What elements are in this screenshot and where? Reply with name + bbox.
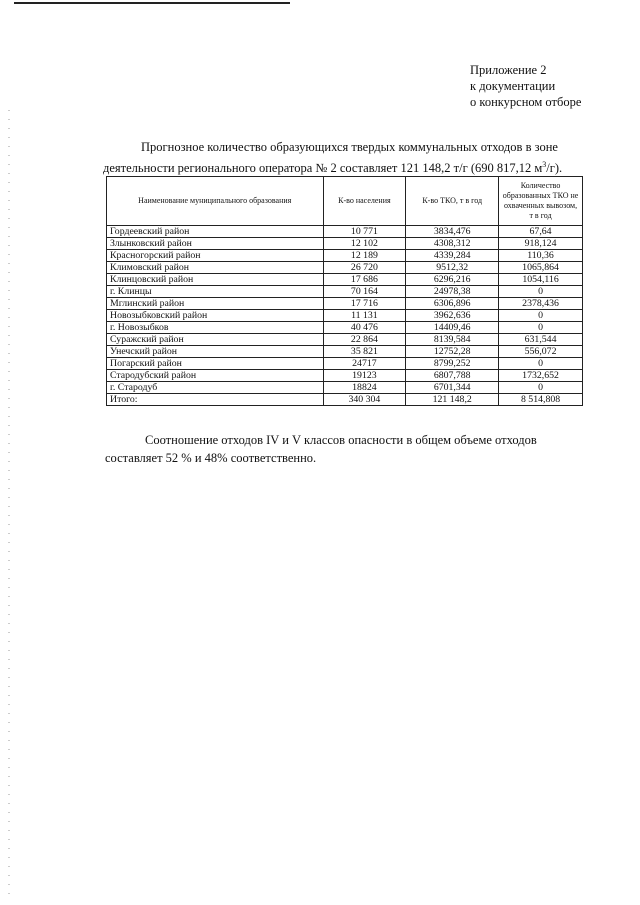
table-total-row (107, 394, 583, 406)
uncollected-cell: 110,36 (499, 250, 583, 262)
municipality-cell: Стародубский район (107, 370, 324, 382)
column-header: К-во ТКО, т в год (406, 177, 499, 226)
appendix-line: к документации (470, 79, 556, 93)
population-cell: 12 102 (323, 238, 406, 250)
table-row (107, 382, 583, 394)
tko-cell: 14409,46 (406, 322, 499, 334)
conclusion-line-1: Соотношение отходов IV и V классов опасности в общем объеме отходов (145, 433, 537, 447)
municipality-cell: Гордеевский район (107, 226, 324, 238)
top-rule (14, 2, 290, 4)
intro-paragraph (103, 138, 585, 177)
municipality-cell: Унечский район (107, 346, 324, 358)
population-cell: 24717 (323, 358, 406, 370)
uncollected-cell: 1065,864 (499, 262, 583, 274)
municipality-cell: г. Новозыбков (107, 322, 324, 334)
tko-cell: 3962,636 (406, 310, 499, 322)
municipality-cell: Климовский район (107, 262, 324, 274)
column-header: Наименование муниципального образования (107, 177, 324, 226)
uncollected-cell: 67,64 (499, 226, 583, 238)
table-row (107, 226, 583, 238)
population-cell: 35 821 (323, 346, 406, 358)
conclusion-paragraph (105, 431, 586, 467)
appendix-heading (470, 62, 581, 110)
tko-cell: 9512,32 (406, 262, 499, 274)
conclusion-line-2: составляет 52 % и 48% соответственно. (105, 451, 317, 465)
tko-cell: 4308,312 (406, 238, 499, 250)
table-row (107, 346, 583, 358)
table-header-row (107, 177, 583, 226)
population-cell: 12 189 (323, 250, 406, 262)
binding-marks (8, 110, 10, 900)
tko-cell: 6701,344 (406, 382, 499, 394)
table-row (107, 358, 583, 370)
tko-cell: 24978,38 (406, 286, 499, 298)
municipality-cell: г. Клинцы (107, 286, 324, 298)
uncollected-cell: 556,072 (499, 346, 583, 358)
intro-text-end: /г). (546, 161, 563, 176)
uncollected-cell: 2378,436 (499, 298, 583, 310)
table-row (107, 334, 583, 346)
tko-cell: 6296,216 (406, 274, 499, 286)
uncollected-cell: 631,544 (499, 334, 583, 346)
population-cell: 10 771 (323, 226, 406, 238)
intro-line-1: Прогнозное количество образующихся твердых коммунальных отходов в зоне (141, 140, 558, 154)
municipality-cell: Мглинский район (107, 298, 324, 310)
population-cell: 19123 (323, 370, 406, 382)
uncollected-cell: 0 (499, 358, 583, 370)
municipality-cell: Погарский район (107, 358, 324, 370)
column-header: Количество образованных ТКО не охваченных вывозом, т в год (499, 177, 583, 226)
total-label-cell: Итого: (107, 394, 324, 406)
table-row (107, 262, 583, 274)
tko-cell: 3834,476 (406, 226, 499, 238)
tko-cell: 8799,252 (406, 358, 499, 370)
tko-cell: 6807,788 (406, 370, 499, 382)
table-row (107, 274, 583, 286)
tko-cell: 6306,896 (406, 298, 499, 310)
municipality-cell: Суражский район (107, 334, 324, 346)
waste-table (106, 176, 583, 406)
table-body (107, 226, 583, 406)
uncollected-cell: 918,124 (499, 238, 583, 250)
table-row (107, 286, 583, 298)
table-row (107, 322, 583, 334)
uncollected-cell: 1732,652 (499, 370, 583, 382)
population-cell: 18824 (323, 382, 406, 394)
table-row (107, 370, 583, 382)
table-row (107, 238, 583, 250)
uncollected-cell: 1054,116 (499, 274, 583, 286)
table-row (107, 298, 583, 310)
uncollected-cell: 0 (499, 310, 583, 322)
uncollected-cell: 0 (499, 286, 583, 298)
municipality-cell: Клинцовский район (107, 274, 324, 286)
municipality-cell: г. Стародуб (107, 382, 324, 394)
uncollected-cell: 0 (499, 382, 583, 394)
population-cell: 17 686 (323, 274, 406, 286)
population-cell: 70 164 (323, 286, 406, 298)
uncollected-cell: 0 (499, 322, 583, 334)
tko-cell: 4339,284 (406, 250, 499, 262)
municipality-cell: Злынковский район (107, 238, 324, 250)
appendix-line: о конкурсном отборе (470, 95, 582, 109)
tko-cell: 12752,28 (406, 346, 499, 358)
population-cell: 40 476 (323, 322, 406, 334)
intro-text: деятельности регионального оператора № 2 составляет 121 148,2 т/г (690 817,12 м (103, 161, 543, 176)
table-row (107, 310, 583, 322)
tko-cell: 8139,584 (406, 334, 499, 346)
intro-superscript: 3 (542, 160, 547, 169)
population-cell: 11 131 (323, 310, 406, 322)
municipality-cell: Красногорский район (107, 250, 324, 262)
population-cell: 17 716 (323, 298, 406, 310)
intro-line-2 (103, 156, 585, 177)
total-uncollected-cell: 8 514,808 (499, 394, 583, 406)
population-cell: 22 864 (323, 334, 406, 346)
total-tko-cell: 121 148,2 (406, 394, 499, 406)
total-population-cell: 340 304 (323, 394, 406, 406)
appendix-line: Приложение 2 (470, 63, 547, 77)
table-row (107, 250, 583, 262)
municipality-cell: Новозыбковский район (107, 310, 324, 322)
population-cell: 26 720 (323, 262, 406, 274)
column-header: К-во населения (323, 177, 406, 226)
